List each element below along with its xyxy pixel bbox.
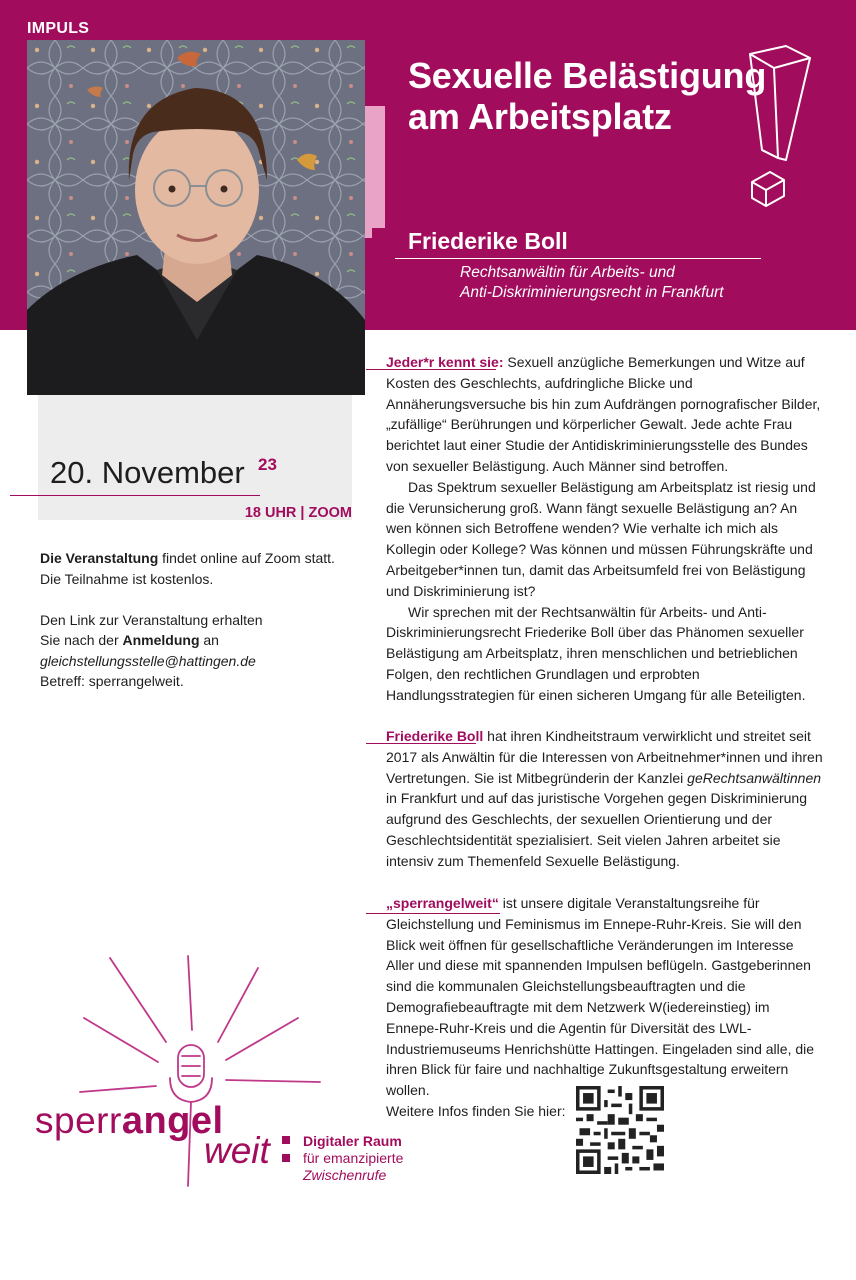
event-date: 20. November (50, 455, 245, 490)
speaker-role-line-2: Anti-Diskriminierungsrecht in Frankfurt (460, 284, 724, 301)
firm-name: geRechtsanwältinnen (687, 769, 822, 786)
speaker-divider (395, 258, 761, 259)
logo-part-angel: angel (121, 1100, 224, 1142)
logo-tagline (303, 1133, 403, 1184)
section-speaker-bio (386, 726, 824, 872)
paragraph-text: Das Spektrum sexueller Belästigung am Arbeitsplatz ist riesig und die Verunsicherung groß. Wann fängt sexuelle Belästigung an? An wen können sich Betroffene wenden? Wie verhalte ich mich als Kollegin oder Kollege? Was können und müssen Führungskräfte und Arbeitgeber*innen tun, damit das Arbeitsumfeld frei von Belästigung und Diskriminierung ist? (386, 478, 816, 599)
info-text: Die Teilnahme ist kostenlos. (40, 570, 214, 587)
logo-tagline-2: für emanzipierte (303, 1150, 404, 1166)
logo-tagline-3: Zwischenrufe (303, 1167, 387, 1183)
info-text: Sie nach der (40, 632, 123, 648)
info-text: findet online auf Zoom statt. (158, 550, 335, 566)
registration-info (40, 548, 335, 692)
logo-tagline-1: Digitaler Raum (303, 1133, 402, 1149)
speaker-role (460, 263, 724, 303)
speaker-photo (27, 40, 365, 395)
email-link[interactable]: gleichstellungsstelle@hattingen.de (40, 652, 256, 669)
series-label: IMPULS (27, 20, 90, 37)
section-intro (386, 352, 824, 706)
more-info-text: Weitere Infos finden Sie hier: (386, 1102, 566, 1119)
paragraph-text: hat ihren Kindheitstraum verwirklicht und streitet seit 2017 als Anwältin für die Interessen von Arbeitnehmer*innen und ihren Vertretungen. Sie ist Mitbegründerin der Kanzlei (386, 728, 823, 786)
speaker-name: Friederike Boll (408, 228, 568, 254)
logo-part-weit: weit (204, 1130, 270, 1171)
exclamation-mark-icon (738, 40, 848, 210)
logo-part-sperr: sperr (35, 1100, 122, 1141)
info-registration: Anmeldung (122, 632, 200, 648)
microphone-icon (70, 950, 330, 1190)
info-text: an (199, 632, 219, 648)
section-lead: Jeder*r kennt sie: (386, 354, 504, 370)
event-time-place: 18 UHR | ZOOM (244, 505, 352, 521)
logo-wordmark (35, 1100, 224, 1143)
speaker-role-line-1: Rechtsanwältin für Arbeits- und (460, 264, 675, 281)
title-line-2: am Arbeitsplatz (408, 96, 672, 137)
page-title (408, 55, 766, 137)
section-lead: „sperrangelweit“ (386, 895, 499, 911)
title-line-1: Sexuelle Belästigung (408, 55, 767, 96)
date-underline (10, 495, 260, 496)
paragraph-text: in Frankfurt und auf das juristische Vorgehen gegen Diskriminierung aufgrund des Geschlechts, der sexuellen Orientierung und der Geschlechtsidentität spezialisiert. Seit vielen Jahren arbeitet sie intensiv zum Themenfeld Sexuelle Belästigung. (386, 790, 808, 869)
qr-code[interactable] (576, 1086, 664, 1174)
info-subject: Betreff: sperrangelweit. (40, 673, 184, 689)
event-year: 23 (258, 455, 277, 474)
section-lead: Friederike Boll (386, 728, 484, 744)
info-bold-intro: Die Veranstaltung (40, 550, 159, 566)
paragraph-text: Sexuell anzügliche Bemerkungen und Witze auf Kosten des Geschlechts, aufdringliche Blicke und Annäherungsversuche bis hin zum Aufdrängen pornografischer Bilder, „zufällige“ Berührungen und körperlicher Gewalt. Jede achte Frau berichtet laut einer Studie der Antidiskriminierungsstelle des Bundes von sexueller Belästigung. Auch Männer sind betroffen. (386, 354, 821, 474)
paragraph-text: ist unsere digitale Veranstaltungsreihe für Gleichstellung und Feminismus im Ennepe-Ruhr-Kreis. Sie will den Blick weit öffnen für gesellschaftliche Veränderungen im Interesse Aller und diese mit spannenden Impulsen beflügeln. Gastgeberinnen sind die kommunalen Gleichstellungsbeauftragten und die Demografiebeauftragte mit dem Netzwerk W(iedereinstieg) im Ennepe-Ruhr-Kreis und die Agentin für Diversität des LWL-Industriemuseums Henrichshütte Hattingen. Eingeladen sind alle, die ihren Blick für faire und nachhaltige Zukunftsgestaltung erweitern wollen. (386, 895, 815, 1099)
paragraph-text: Wir sprechen mit der Rechtsanwältin für Arbeits- und Anti-Diskriminierungsrecht Friederike Boll über das Phänomen sexueller Belästigung am Arbeitsplatz, ihren menschlichen und betrieblichen Folgen, den rechtlichen Grundlagen und erprobten Handlungsstrategien für einen sicheren Umgang für alle Beteiligten. (386, 603, 806, 703)
info-text: Den Link zur Veranstaltung erhalten (40, 611, 263, 628)
logo-colon (282, 1134, 290, 1166)
